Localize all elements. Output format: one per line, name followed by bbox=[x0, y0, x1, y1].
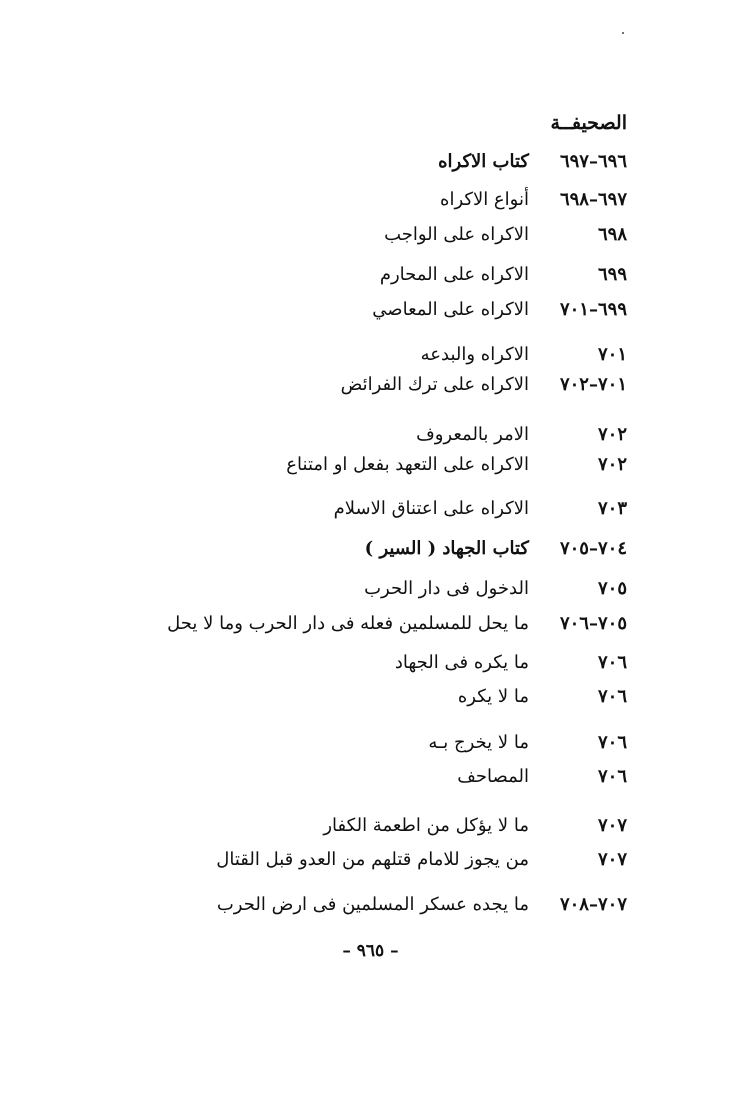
toc-page-range: ٦٩٦–٦٩٧ bbox=[559, 151, 627, 172]
toc-entry bbox=[100, 815, 627, 845]
toc-title: الدخول فى دار الحرب bbox=[364, 578, 529, 599]
toc-page-range: ٧٠٧–٧٠٨ bbox=[559, 894, 627, 915]
toc-title: ما يجده عسكر المسلمين فى ارض الحرب bbox=[216, 894, 529, 915]
toc-title: ما يحل للمسلمين فعله فى دار الحرب وما لا يحل bbox=[167, 613, 529, 634]
toc-entry bbox=[100, 299, 627, 329]
toc-entry bbox=[100, 264, 627, 294]
toc-entry bbox=[100, 849, 627, 879]
toc-entry bbox=[100, 374, 627, 404]
toc-title: كتاب الجهاد ( السير ) bbox=[364, 538, 529, 559]
toc-title: الاكراه على ترك الفرائض bbox=[340, 374, 529, 395]
toc-title: ما لا يؤكل من اطعمة الكفار bbox=[323, 815, 529, 836]
toc-entry bbox=[100, 686, 627, 716]
toc-page-range: ٦٩٩ bbox=[597, 264, 627, 285]
toc-title: الاكراه على اعتناق الاسلام bbox=[333, 498, 529, 519]
toc-title: ما لا يخرج بـه bbox=[428, 732, 529, 753]
toc-page-range: ٧٠٥ bbox=[597, 578, 627, 599]
toc-title: الاكراه على المعاصي bbox=[372, 299, 529, 320]
toc-title: من يجوز للامام قتلهم من العدو قبل القتال bbox=[216, 849, 529, 870]
toc-entry bbox=[100, 578, 627, 608]
toc-entry bbox=[100, 613, 627, 643]
toc-page-range: ٧٠٥–٧٠٦ bbox=[559, 613, 627, 634]
toc-title: الاكراه على المحارم bbox=[379, 264, 529, 285]
toc-page-range: ٧٠٦ bbox=[597, 732, 627, 753]
toc-entry bbox=[100, 538, 627, 568]
toc-entry bbox=[100, 344, 627, 374]
toc-page-range: ٧٠١–٧٠٢ bbox=[559, 374, 627, 395]
toc-title: أنواع الاكراه bbox=[440, 189, 529, 210]
toc-entry bbox=[100, 189, 627, 219]
toc-entry bbox=[100, 732, 627, 762]
toc-page-range: ٦٩٨ bbox=[597, 224, 627, 245]
toc-page-range: ٧٠٧ bbox=[597, 849, 627, 870]
toc-title: الامر بالمعروف bbox=[416, 424, 529, 445]
toc-page-range: ٦٩٧–٦٩٨ bbox=[559, 189, 627, 210]
toc-page-range: ٧٠٢ bbox=[597, 424, 627, 445]
toc-page-range: ٧٠٦ bbox=[597, 686, 627, 707]
toc-page-range: ٧٠٦ bbox=[597, 652, 627, 673]
toc-page-range: ٧٠٦ bbox=[597, 766, 627, 787]
toc-page-range: ٧٠١ bbox=[597, 344, 627, 365]
toc-page-range: ٧٠٣ bbox=[597, 498, 627, 519]
toc-entry bbox=[100, 454, 627, 484]
toc-page-range: ٧٠٤–٧٠٥ bbox=[559, 538, 627, 559]
toc-entry bbox=[100, 652, 627, 682]
toc-page-range: ٧٠٧ bbox=[597, 815, 627, 836]
toc-title: المصاحف bbox=[457, 766, 529, 787]
toc-title: الاكراه على التعهد بفعل او امتناع bbox=[286, 454, 529, 475]
toc-title: ما لا يكره bbox=[457, 686, 529, 707]
toc-title: الاكراه على الواجب bbox=[384, 224, 529, 245]
toc-entry bbox=[100, 498, 627, 528]
toc-entry bbox=[100, 766, 627, 796]
toc-entry bbox=[100, 424, 627, 454]
toc-entry bbox=[100, 151, 627, 181]
toc-entry bbox=[100, 224, 627, 254]
page-column-header: الصحيفــة bbox=[550, 112, 627, 134]
page-number: – ٩٦٥ – bbox=[342, 941, 399, 961]
toc-title: كتاب الاكراه bbox=[438, 151, 529, 172]
toc-page-range: ٦٩٩–٧٠١ bbox=[559, 299, 627, 320]
toc-entry bbox=[100, 894, 627, 924]
toc-page-range: ٧٠٢ bbox=[597, 454, 627, 475]
toc-title: ما يكره فى الجهاد bbox=[394, 652, 529, 673]
speck-mark bbox=[622, 32, 624, 34]
toc-title: الاكراه والبدعه bbox=[420, 344, 529, 365]
